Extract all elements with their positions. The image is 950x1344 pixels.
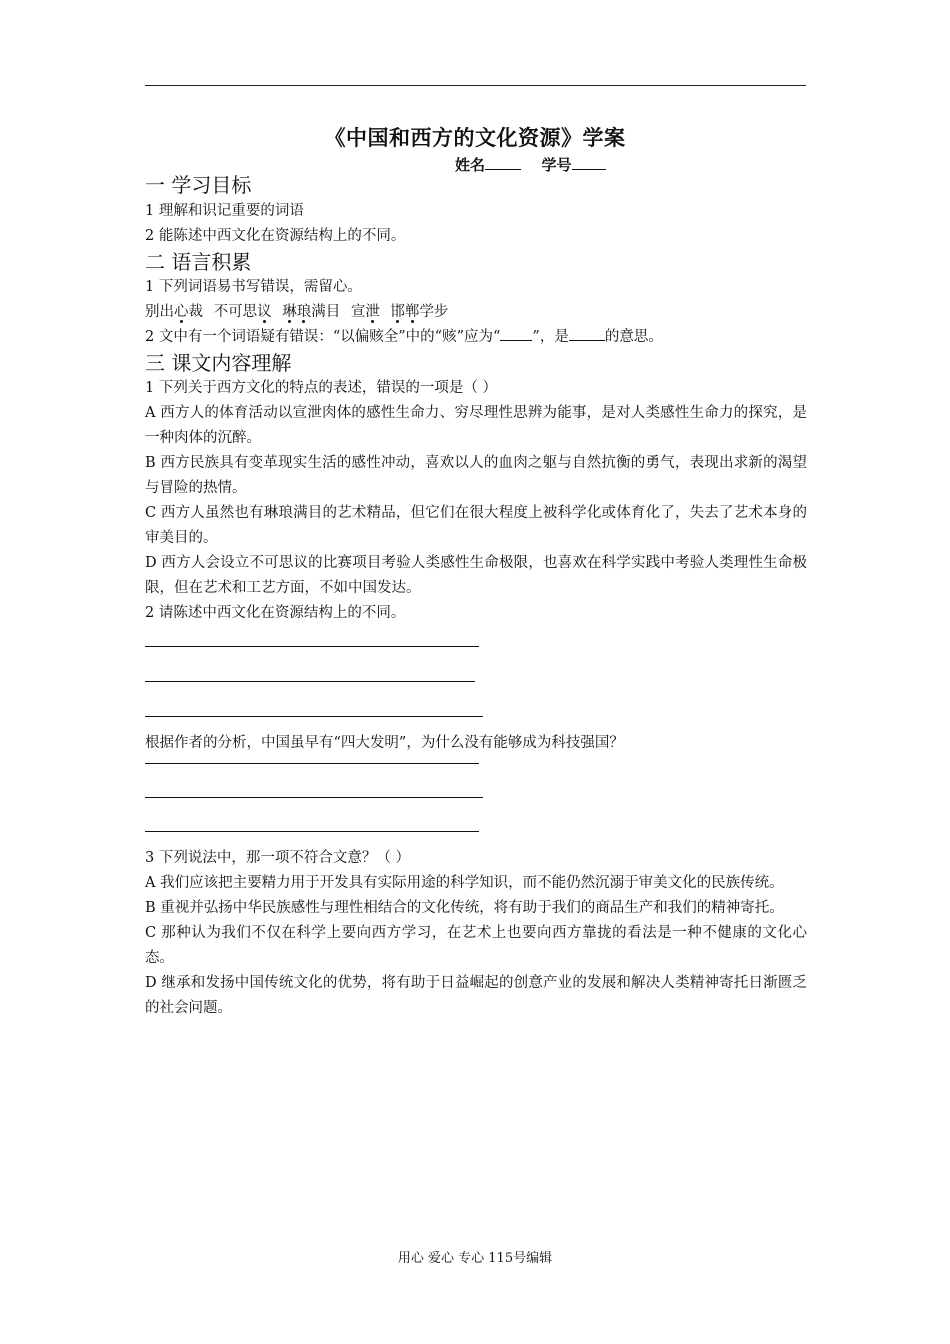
answer-line[interactable] [145, 681, 475, 682]
id-blank[interactable] [572, 154, 606, 170]
section-heading-comprehension: 三 课文内容理解 [145, 351, 292, 375]
option-d: D 继承和发扬中国传统文化的优势，将有助于日益崛起的创意产业的发展和解决人类精神寄托日渐匮乏的社会问题。 [145, 975, 807, 1016]
word-2: 不可思议 [213, 304, 272, 320]
header-rule [145, 85, 806, 86]
section-heading-objectives: 一 学习目标 [145, 173, 252, 197]
answer-line[interactable] [145, 763, 479, 764]
answer-line[interactable] [145, 716, 483, 717]
option-a: A 我们应该把主要精力用于开发具有实际用途的科学知识，而不能仍然沉溺于审美文化的民族传统。 [145, 875, 784, 891]
question-2b: 根据作者的分析，中国虽早有“四大发明”，为什么没有能够成为科技强国？ [145, 735, 624, 751]
answer-line[interactable] [145, 646, 479, 647]
question-3: 3 下列说法中，那一项不符合文意？（ ） [145, 850, 410, 866]
question-1: 1 下列关于西方文化的特点的表述，错误的一项是（ ） [145, 380, 497, 396]
section-heading-language: 二 语言积累 [145, 250, 252, 274]
language-item-2: 2 文中有一个词语疑有错误：“以偏赅全”中的“赅”应为“ ”，是 的意思。 [145, 325, 807, 350]
word-5: 邯郸学步 [390, 304, 449, 320]
word-4: 宣泄 [350, 304, 380, 320]
id-label: 学号 [541, 156, 572, 174]
option-b: B 西方民族具有变革现实生活的感性冲动，喜欢以人的血肉之躯与自然抗衡的勇气，表现出求新的渴望与冒险的热情。 [145, 455, 807, 496]
document-title: 《中国和西方的文化资源》学案 [324, 126, 626, 150]
objective-item: 1 理解和识记重要的词语 [145, 203, 304, 219]
answer-blank[interactable] [569, 326, 605, 341]
option-c: C 那种认为我们不仅在科学上要向西方学习，在艺术上也要向西方靠拢的看法是一种不健康的文化心态。 [145, 925, 807, 966]
answer-line[interactable] [145, 831, 479, 832]
option-d: D 西方人会设立不可思议的比赛项目考验人类感性生命极限，也喜欢在科学实践中考验人类理性生命极限，但在艺术和工艺方面，不如中国发达。 [145, 555, 807, 596]
name-label: 姓名 [455, 156, 486, 174]
page-footer: 用心 爱心 专心 115号编辑 [397, 1251, 553, 1266]
name-blank[interactable] [485, 154, 521, 170]
word-1: 别出心裁 [145, 304, 203, 320]
document-body [145, 172, 807, 1021]
answer-blank[interactable] [500, 326, 532, 341]
objective-item: 2 能陈述中西文化在资源结构上的不同。 [145, 228, 406, 244]
word-list [145, 300, 807, 325]
option-c: C 西方人虽然也有琳琅满目的艺术精品，但它们在很大程度上被科学化或体育化了，失去了艺术本身的审美目的。 [145, 505, 807, 546]
option-a: A 西方人的体育活动以宣泄肉体的感性生命力、穷尽理性思辨为能事，是对人类感性生命力的探究，是一种肉体的沉醉。 [145, 405, 807, 446]
question-2: 2 请陈述中西文化在资源结构上的不同。 [145, 605, 406, 621]
language-item-1: 1 下列词语易书写错误，需留心。 [145, 279, 362, 295]
option-b: B 重视并弘扬中华民族感性与理性相结合的文化传统，将有助于我们的商品生产和我们的精神寄托。 [145, 900, 784, 916]
word-3: 琳琅满目 [282, 304, 341, 320]
answer-line[interactable] [145, 797, 483, 798]
